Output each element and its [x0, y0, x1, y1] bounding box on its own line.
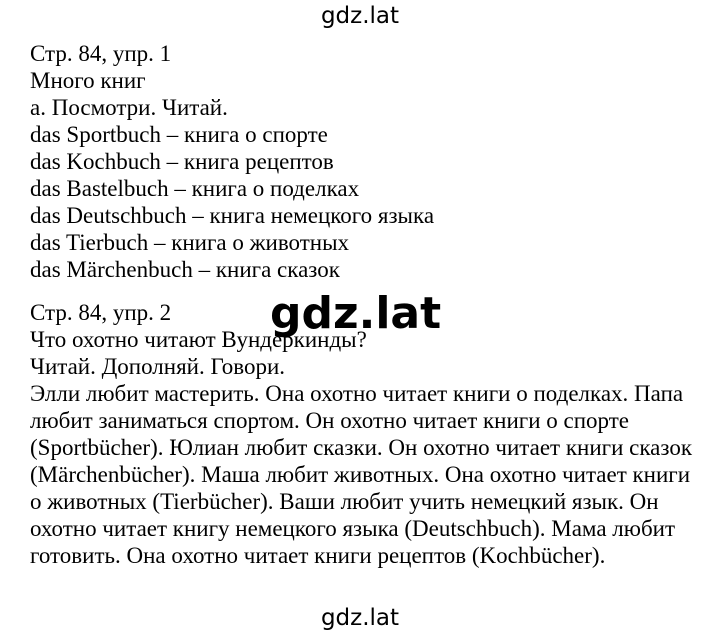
vocab-item: das Bastelbuch – книга о поделках	[30, 176, 360, 201]
text-line: (Märchenbücher). Маша любит животных. Она охотно читает книги	[30, 462, 691, 487]
exercise2-header: Стр. 84, упр. 2	[30, 300, 172, 325]
vocab-item: das Sportbuch – книга о спорте	[30, 122, 328, 147]
vocab-item: das Tierbuch – книга о животных	[30, 230, 350, 255]
vocab-item: das Märchenbuch – книга сказок	[30, 257, 340, 282]
vocab-item: das Kochbuch – книга рецептов	[30, 149, 334, 174]
text-line: о животных (Tierbücher). Ваши любит учить немецкий язык. Он	[30, 489, 659, 514]
text-line: готовить. Она охотно читает книги рецептов (Kochbücher).	[30, 543, 606, 568]
exercise2-instruction: Читай. Дополняй. Говори.	[30, 354, 286, 379]
exercise1-header: Стр. 84, упр. 1	[30, 41, 172, 66]
vocab-item: das Deutschbuch – книга немецкого языка	[30, 203, 435, 228]
watermark-top: gdz.lat	[320, 3, 400, 29]
text-line: Элли любит мастерить. Она охотно читает книги о поделках. Папа	[30, 381, 684, 406]
watermark-middle: gdz.lat	[270, 288, 442, 339]
exercise1-instruction: а. Посмотри. Читай.	[30, 95, 228, 120]
exercise1-title: Много книг	[30, 68, 146, 93]
text-line: охотно читает книгу немецкого языка (Deutschbuch). Мама любит	[30, 516, 675, 541]
exercise2-question: Что охотно читают Вундеркинды?	[30, 327, 367, 352]
text-line: (Sportbücher). Юлиан любит сказки. Он охотно читает книги сказок	[30, 435, 693, 460]
watermark-bottom: gdz.lat	[320, 605, 400, 631]
text-line: любит заниматься спортом. Он охотно читает книги о спорте	[30, 408, 630, 433]
